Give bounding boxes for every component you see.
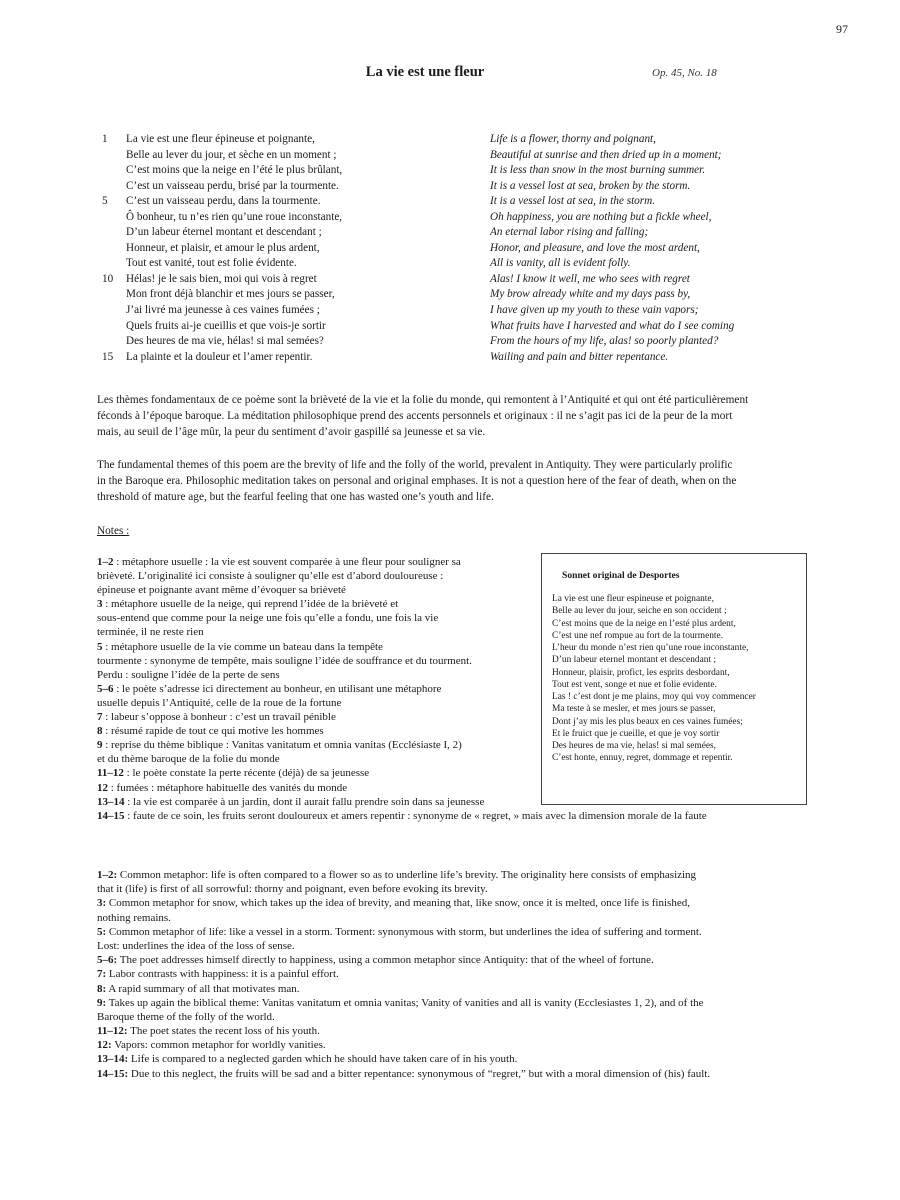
- note-ref: 5–6:: [97, 954, 118, 967]
- note-ref: 11–12: [97, 767, 124, 780]
- poem-line-fr: Des heures de ma vie, hélas! si mal semées?: [126, 335, 324, 348]
- poem-line-fr: D’un labeur éternel montant et descendant ;: [126, 226, 322, 239]
- note-line: [97, 996, 817, 1010]
- desportes-lines: [552, 593, 796, 765]
- poem-line-number: 10: [102, 272, 114, 285]
- note-text: A rapid summary of all that motivates man.: [106, 982, 300, 995]
- note-text: et du thème baroque de la folie du monde: [97, 753, 280, 766]
- note-text: that it (life) is first of all sorrowful: thorny and poignant, even before evoking its brevity.: [97, 883, 488, 896]
- desportes-heading: Sonnet original de Desportes: [562, 570, 680, 581]
- desportes-line: Tout est vent, songe et nue et folie evidente.: [552, 679, 717, 690]
- desportes-line: C’est honte, ennuy, regret, dommage et repentir.: [552, 753, 733, 764]
- note-text: : résumé rapide de tout ce qui motive les hommes: [102, 725, 324, 738]
- desportes-line: Belle au lever du jour, seiche en son occident ;: [552, 606, 727, 617]
- commentary-line-fr: féconds à l’époque baroque. La méditation philosophique prend des accents personnels et originaux : il ne s’agit pas ici de la peur de la mort: [97, 410, 733, 422]
- note-text: épineuse et poignante avant même d’évoquer sa brièveté: [97, 584, 346, 597]
- poem-line-en: It is less than snow in the most burning summer.: [490, 164, 706, 177]
- note-ref: 1–2:: [97, 869, 118, 881]
- note-ref: 14–15: [97, 809, 125, 822]
- poem-english: [490, 132, 810, 365]
- desportes-line: Et le fruict que je cueille, et que je voy sortir: [552, 728, 720, 739]
- poem-line-en: It is a vessel lost at sea, broken by the storm.: [490, 179, 691, 192]
- commentary-line-fr: Les thèmes fondamentaux de ce poème sont la brièveté de la vie et la folie du monde, qui remontent à l’Antiquité et qui ont été particulièrement: [97, 394, 749, 406]
- poem-line-en: My brow already white and my days pass by,: [490, 288, 691, 301]
- note-text: : métaphore usuelle de la vie comme un bateau dans la tempête: [102, 640, 383, 653]
- poem-line-fr: J’ai livré ma jeunesse à ces vaines fumées ;: [126, 304, 320, 317]
- poem-line-number: [102, 241, 122, 257]
- note-ref: 3:: [97, 897, 107, 910]
- note-ref: 9: [97, 739, 103, 752]
- note-text: Common metaphor of life: like a vessel in a storm. Torment: synonymous with storm, but underlines the idea of suffering and torment.: [106, 925, 702, 938]
- notes-english: [97, 868, 817, 1081]
- note-text: Life is compared to a neglected garden which he should have taken care of in his youth.: [128, 1053, 518, 1066]
- note-ref: 13–14:: [97, 1053, 129, 1066]
- note-text: Labor contrasts with happiness: it is a painful effort.: [106, 968, 339, 981]
- poem-line-fr: C’est moins que la neige en l’été le plus brûlant,: [126, 164, 343, 177]
- note-ref: 12:: [97, 1039, 112, 1052]
- desportes-line: La vie est une fleur espineuse et poignante,: [552, 594, 714, 604]
- note-text: The poet addresses himself directly to happiness, using a common metaphor since Antiquity: that of the wheel of fortune.: [117, 954, 654, 967]
- note-text: terminée, il ne reste rien: [97, 626, 204, 639]
- note-line: [97, 882, 817, 896]
- note-text: : métaphore usuelle de la neige, qui reprend l’idée de la brièveté et: [102, 598, 399, 611]
- note-text: : le poète s’adresse ici directement au bonheur, en utilisant une métaphore: [113, 682, 442, 695]
- note-text: : reprise du thème biblique : Vanitas vanitatum et omnia vanitas (Ecclésiaste I, 2): [102, 739, 462, 752]
- note-text: Baroque theme of the folly of the world.: [97, 1010, 275, 1023]
- note-ref: 1–2: [97, 556, 114, 568]
- note-ref: 11–12:: [97, 1025, 128, 1038]
- poem-line-number: [102, 287, 122, 303]
- commentary-line-en: The fundamental themes of this poem are the brevity of life and the folly of the world, prevalent in Antiquity. They were particularly prolific: [97, 459, 733, 471]
- note-line: [97, 1052, 817, 1066]
- desportes-line: C’est une nef rompue au fort de la tourmente.: [552, 630, 724, 641]
- poem-line-en: Alas! I know it well, me who sees with regret: [490, 272, 690, 285]
- note-line: [97, 982, 817, 996]
- poem-line-en: Life is a flower, thorny and poignant,: [490, 133, 656, 145]
- commentary-line-en: in the Baroque era. Philosophic meditation takes on personal and original emphases. It is not a question here of the fear of death, when on the: [97, 475, 737, 487]
- note-text: usuelle depuis l’Antiquité, celle de la roue de la fortune: [97, 696, 342, 709]
- note-text: : le poète constate la perte récente (déjà) de sa jeunesse: [123, 767, 370, 780]
- note-line: [97, 1024, 817, 1038]
- desportes-line: Des heures de ma vie, helas! si mal semées,: [552, 741, 717, 751]
- poem-line-number: [102, 163, 122, 179]
- poem-line-number: 1: [102, 133, 108, 145]
- poem-line-fr: Mon front déjà blanchir et mes jours se passer,: [126, 288, 335, 301]
- poem-line-number: [102, 148, 122, 164]
- note-text: tourmente : synonyme de tempête, mais souligne l’idée de souffrance et du tourment.: [97, 654, 472, 667]
- poem-french: [126, 132, 466, 365]
- poem-line-en: Honor, and pleasure, and love the most ardent,: [490, 241, 700, 254]
- page-number: 97: [836, 22, 848, 36]
- note-text: Common metaphor for snow, which takes up the idea of brevity, and meaning that, like snow, once it is melted, once life is finished,: [106, 897, 690, 910]
- note-text: Vapors: common metaphor for worldly vanities.: [111, 1039, 326, 1052]
- commentary-line-en: threshold of mature age, but the fearful feeling that one has wasted one’s youth and life.: [97, 491, 494, 503]
- note-line: [97, 868, 817, 882]
- note-text: Lost: underlines the idea of the loss of sense.: [97, 939, 295, 952]
- poem-line-en: What fruits have I harvested and what do I see coming: [490, 319, 735, 332]
- desportes-line: C’est moins que de la neige en l’esté plus ardent,: [552, 618, 736, 629]
- poem-line-fr: La vie est une fleur épineuse et poignante,: [126, 133, 315, 145]
- note-text: : fumées : métaphore habituelle des vanités du monde: [108, 781, 348, 794]
- note-text: : la vie est comparée à un jardin, dont il aurait fallu prendre soin dans sa jeunesse: [124, 795, 485, 808]
- poem-line-fr: La plainte et la douleur et l’amer repentir.: [126, 350, 313, 363]
- note-text: nothing remains.: [97, 911, 171, 924]
- note-line: [97, 1038, 817, 1052]
- note-text: Due to this neglect, the fruits will be sad and a bitter repentance: synonymous of “regret,” but with a moral dimension of (his) fault.: [128, 1067, 711, 1080]
- poem-line-fr: Tout est vanité, tout est folie évidente.: [126, 257, 297, 270]
- poem-line-en: Oh happiness, you are nothing but a fickle wheel,: [490, 210, 712, 223]
- note-text: : faute de ce soin, les fruits seront douloureux et amers repentir : synonyme de « regret, » mais avec la dimension morale de la faute: [124, 809, 707, 822]
- poem-line-fr: Quels fruits ai-je cueillis et que vois-je sortir: [126, 319, 326, 332]
- note-text: : métaphore usuelle : la vie est souvent comparée à une fleur pour souligner sa: [113, 556, 461, 568]
- page-title: La vie est une fleur: [365, 64, 485, 80]
- note-ref: 13–14: [97, 795, 125, 808]
- note-line: [97, 939, 817, 953]
- poem-line-number: [102, 210, 122, 226]
- poem-line-fr: C’est un vaisseau perdu, dans la tourmente.: [126, 195, 321, 208]
- poem-line-fr: Ô bonheur, tu n’es rien qu’une roue inconstante,: [126, 210, 343, 223]
- poem-line-number: [102, 334, 122, 350]
- poem-line-number: [102, 319, 122, 335]
- note-line: [97, 953, 817, 967]
- note-line: [97, 967, 817, 981]
- note-ref: 5–6: [97, 682, 114, 695]
- note-text: Takes up again the biblical theme: Vanitas vanitatum et omnia vanitas; Vanity of vanities and all is vanity (Ecclesiastes 1, 2), and of the: [106, 996, 704, 1009]
- poem-line-en: I have given up my youth to these vain vapors;: [490, 304, 699, 317]
- poem-line-fr: Honneur, et plaisir, et amour le plus ardent,: [126, 241, 320, 254]
- poem-line-en: All is vanity, all is evident folly.: [490, 257, 631, 270]
- poem-line-number: [102, 179, 122, 195]
- note-ref: 12: [97, 781, 108, 794]
- note-ref: 7: [97, 711, 103, 724]
- note-text: Common metaphor: life is often compared to a flower so as to underline life’s brevity. The originality here consists of emphasizing: [117, 869, 697, 881]
- desportes-line: L’heur du monde n’est rien qu’une roue inconstante,: [552, 643, 749, 653]
- desportes-line: Las ! c’est dont je me plains, moy qui voy commencer: [552, 692, 756, 702]
- commentary-english: [97, 457, 803, 505]
- note-text: : labeur s’oppose à bonheur : c’est un travail pénible: [102, 711, 336, 724]
- desportes-sonnet-box: [541, 553, 807, 805]
- note-line: [97, 1010, 817, 1024]
- desportes-line: D’un labeur eternel montant et descendant ;: [552, 655, 716, 666]
- note-text: brièveté. L’originalité ici consiste à souligner qu’elle est d’abord douloureuse :: [97, 570, 444, 583]
- poem-line-en: It is a vessel lost at sea, in the storm.: [490, 195, 656, 208]
- note-line: [97, 925, 817, 939]
- poem-line-en: Wailing and pain and bitter repentance.: [490, 350, 669, 363]
- note-ref: 8: [97, 725, 103, 738]
- commentary-french: [97, 392, 803, 440]
- note-ref: 3: [97, 598, 103, 611]
- poem-line-fr: Hélas! je le sais bien, moi qui vois à regret: [126, 272, 317, 285]
- note-text: sous-entend que comme pour la neige une fois qu’elle a fondu, une fois la vie: [97, 612, 439, 625]
- poem-line-en: Beautiful at sunrise and then dried up in a moment;: [490, 148, 722, 161]
- note-text: The poet states the recent loss of his youth.: [127, 1025, 320, 1038]
- poem-line-fr: Belle au lever du jour, et sèche en un moment ;: [126, 148, 337, 161]
- poem-line-fr: C’est un vaisseau perdu, brisé par la tourmente.: [126, 179, 339, 192]
- commentary-line-fr: mais, au seuil de l’âge mûr, la peur du sentiment d’avoir gaspillé sa jeunesse et sa vie.: [97, 426, 486, 438]
- note-text: Perdu : souligne l’idée de la perte de sens: [97, 668, 280, 681]
- poem-line-number: 15: [102, 350, 114, 363]
- note-ref: 9:: [97, 996, 107, 1009]
- poem-line-number: [102, 303, 122, 319]
- note-ref: 5:: [97, 925, 107, 938]
- poem-line-number: [102, 225, 122, 241]
- note-line: [97, 809, 817, 823]
- desportes-line: Honneur, plaisir, profict, les esprits desbordant,: [552, 667, 730, 678]
- poem-line-number: 5: [102, 195, 108, 208]
- desportes-line: Ma teste à se mesler, et mes jours se passer,: [552, 704, 716, 715]
- note-ref: 5: [97, 640, 103, 653]
- note-ref: 8:: [97, 982, 107, 995]
- poem-line-number: [102, 256, 122, 272]
- poem-line-numbers: [102, 132, 122, 365]
- desportes-line: Dont j’ay mis les plus beaux en ces vaines fumées;: [552, 716, 743, 727]
- poem-line-en: From the hours of my life, alas! so poorly planted?: [490, 335, 719, 348]
- opus-number: Op. 45, No. 18: [652, 67, 717, 79]
- note-ref: 14–15:: [97, 1067, 129, 1080]
- poem-line-en: An eternal labor rising and falling;: [490, 226, 649, 239]
- notes-heading: Notes :: [97, 525, 130, 537]
- note-line: [97, 896, 817, 910]
- note-line: [97, 1067, 817, 1081]
- note-line: [97, 911, 817, 925]
- note-ref: 7:: [97, 968, 107, 981]
